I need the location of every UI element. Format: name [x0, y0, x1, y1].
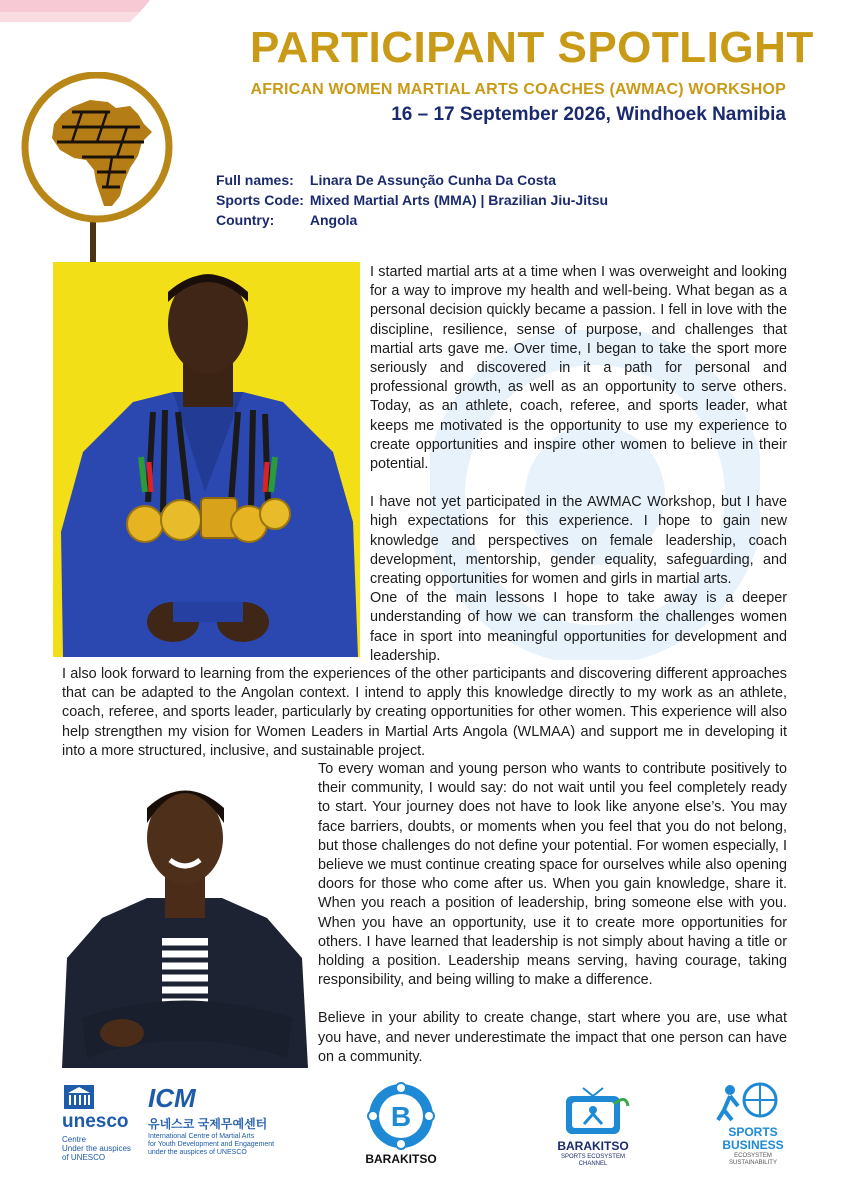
sports-business-logo: [708, 1078, 798, 1168]
sports-code-value: Mixed Martial Arts (MMA) | Brazilian Jiu-Jitsu: [309, 192, 609, 208]
sports-business-name: [708, 1126, 798, 1152]
africa-emblem-icon: [12, 72, 182, 272]
athlete-with-medals-photo: [53, 262, 360, 657]
barakitso-channel-caption: [548, 1154, 638, 1168]
tv-screen-icon: [548, 1082, 638, 1140]
country-value: Angola: [309, 212, 358, 228]
paragraph-2: I have not yet participated in the AWMAC Workshop, but I have high expectations for this experience. I hope to gain new knowledge and perspectives on female leadership, coach development, mentorship, gender equality, safeguarding, and creating opportunities for women and girls in martial arts.: [370, 494, 787, 588]
unesco-caption-line-1: Centre: [62, 1135, 87, 1144]
barakitso-channel-caption-line-2: CHANNEL: [578, 1161, 608, 1167]
country-row: [216, 210, 608, 230]
sports-business-caption: [708, 1153, 798, 1167]
icm-korean-name: 유네스코 국제무예센터: [148, 1117, 268, 1131]
barakitso-channel-logo: [548, 1082, 638, 1177]
unesco-logo: [62, 1083, 146, 1163]
barakitso-b-icon: [358, 1082, 444, 1152]
corner-stripes-decoration: [0, 0, 150, 30]
icm-caption-line-1: International Centre of Martial Arts: [148, 1133, 255, 1140]
sports-code-label: Sports Code:: [216, 192, 304, 208]
story-column-2: [318, 760, 787, 1067]
paragraph-gap: [370, 474, 787, 493]
country-label: Country:: [216, 212, 275, 228]
paragraph-6: Believe in your ability to create change, start where you are, use what you have, and never underestimate the impact that one person can have on a community.: [318, 1010, 787, 1065]
story-column-1: [370, 263, 787, 666]
barakitso-channel-name: BARAKITSO: [557, 1139, 629, 1153]
unesco-name: unesco: [62, 1111, 129, 1132]
sports-business-line-4: SUSTAINABILITY: [729, 1160, 777, 1166]
barakitso-logo: [358, 1082, 444, 1168]
workshop-subtitle: AFRICAN WOMEN MARTIAL ARTS COACHES (AWMAC) WORKSHOP: [250, 81, 786, 98]
sports-business-line-3: ECOSYSTEM: [734, 1153, 772, 1159]
unesco-caption-line-3: of UNESCO: [62, 1153, 106, 1162]
barakitso-channel-caption-line-1: SPORTS ECOSYSTEM: [561, 1154, 625, 1160]
paragraph-3: One of the main lessons I hope to take away is a deeper understanding of how we can transform the challenges women face in sport into meaningful opportunities for development and leadership.: [370, 590, 787, 664]
unesco-caption: [62, 1135, 131, 1162]
sports-code-row: [216, 190, 608, 210]
sports-business-line-2: BUSINESS: [722, 1138, 784, 1152]
page-title: PARTICIPANT SPOTLIGHT: [250, 23, 814, 72]
barakitso-letter: B: [390, 1101, 412, 1132]
sports-business-line-1: SPORTS: [728, 1125, 778, 1139]
participant-info: [216, 170, 608, 230]
paragraph-4: I also look forward to learning from the experiences of the other participants and discovering different approaches that can be adapted to the Angolan context. I intend to apply this knowledge directly to my work as an athlete, coach, referee, and sports leader, particularly by creating opportunities for other women. This experience will also help strengthen my vision for Women Leaders in Martial Arts Angola (WLMAA) and support me in developing it into a more structured, inclusive, and sustainable project.: [62, 666, 787, 759]
paragraph-5: To every woman and young person who wants to contribute positively to their community, I would say: do not wait until you feel completely ready to start. Your journey does not have to look like anyone else’s. You may face barriers, doubts, or moments when you feel that you do not belong, but those challenges do not define your potential. For women especially, I believe we must continue creating space for ourselves while also opening doors for those who come after us. When you gain knowledge, share it. When you reach a position of leadership, bring someone else with you. When you have an opportunity, use it to create more opportunities for others. I have learned that leadership is not simply about having a title or holding a position. Leadership means serving, having courage, taking responsibility, and being willing to make a difference.: [318, 761, 787, 989]
barakitso-name: BARAKITSO: [365, 1152, 437, 1166]
paragraph-1: I started martial arts at a time when I was overweight and looking for a way to improve my health and well-being. What began as a personal decision quickly became a passion. I fell in love with the discipline, resilience, sense of purpose, and challenges that martial arts gave me. Over time, I began to take the sport more seriously and discovered in it a path for personal and professional growth, as well as an opportunity to serve others. Today, as an athlete, coach, referee, and sports leader, what keeps me motivated is the opportunity to use my experience to create opportunities and inspire other women to believe in their potential.: [370, 264, 787, 473]
globe-athlete-icon: [708, 1078, 798, 1126]
icm-caption-line-2: for Youth Development and Engagement: [148, 1141, 275, 1148]
unesco-caption-line-2: Under the auspices: [62, 1144, 131, 1153]
portrait-photo: [62, 768, 308, 1068]
full-names-label: Full names:: [216, 172, 294, 188]
paragraph-gap: [318, 990, 787, 1009]
full-names-value: Linara De Assunção Cunha Da Costa: [309, 172, 556, 188]
event-dateline: 16 – 17 September 2026, Windhoek Namibia: [391, 104, 786, 125]
icm-name: ICM: [148, 1083, 196, 1113]
icm-logo: [148, 1083, 318, 1163]
icm-caption: [148, 1133, 274, 1157]
unesco-temple-icon: [62, 1083, 146, 1111]
full-names-row: [216, 170, 608, 190]
icm-caption-line-3: under the auspices of UNESCO: [148, 1149, 247, 1156]
